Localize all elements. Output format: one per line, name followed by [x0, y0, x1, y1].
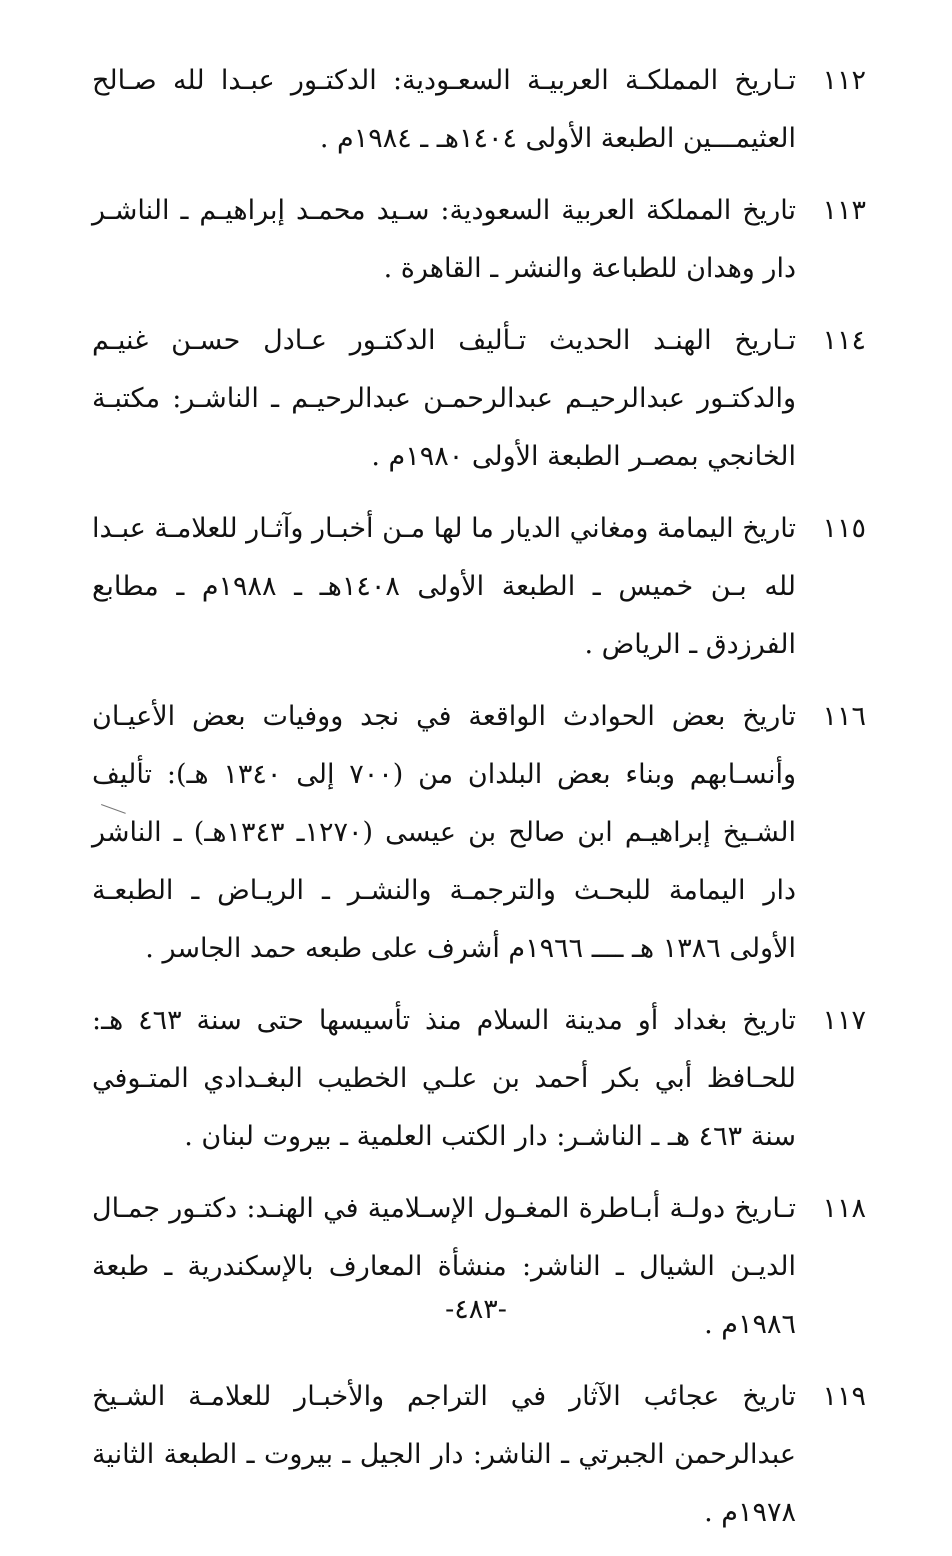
- entry-number: ١١٩: [822, 1381, 866, 1412]
- entry-number: ١١٦: [822, 701, 866, 732]
- entry-text: تاريخ بغداد أو مدينة السلام منذ تأسيسها حتى سنة ٤٦٣ هـ: للحـافظ أبي بكر أحمد بن علـي الخطيب البغـدادي المتـوفي سنة ٤٦٣ هـ ـ الناشـر: دار الكتب العلمية ـ بيروت لبنان .: [92, 1005, 796, 1152]
- entry-number: ١١٥: [822, 513, 866, 544]
- page-number: -٤٨٣-: [445, 1294, 507, 1325]
- entry-number: ١١٨: [822, 1193, 866, 1224]
- entry-text: تاريخ اليمامة ومغاني الديار ما لها مـن أخبـار وآثـار للعلامـة عبـدا لله بـن خميس ـ الطبعة الأولى ١٤٠٨هـ ـ ١٩٨٨م ـ مطابع الفرزدق ـ الرياض .: [92, 513, 796, 660]
- entry-text: تاريخ بعض الحوادث الواقعة في نجد ووفيات بعض الأعيـان وأنسـابهم وبناء بعض البلدان من (٧٠٠ إلى ١٣٤٠ هـ): تأليف الشـيخ إبراهيـم ابن صالح بن عيسى (١٢٧٠ـ ١٣٤٣هـ) ـ الناشر دار اليمامة للبحـث والترجمـة والنشـر ـ الريـاض ـ الطبعـة الأولى ١٣٨٦ هـ ــــ ١٩٦٦م أشرف على طبعه حمد الجاسر .: [92, 701, 796, 964]
- bibliography-entry: [86, 500, 866, 674]
- bibliography-list: [86, 52, 866, 1556]
- entry-text: تاريخ المملكة العربية السعودية: سـيد محمـد إبراهيـم ـ الناشـر دار وهدان للطباعة والنشر ـ القاهرة .: [92, 195, 796, 284]
- entry-text: تـاريخ المملكـة العربيـة السعـودية: الدكتـور عبـدا لله صـالح العثيمـــين الطبعة الأولى ١٤٠٤هـ ـ ١٩٨٤م .: [92, 65, 796, 154]
- bibliography-entry: [86, 992, 866, 1166]
- entry-number: ١١٣: [822, 195, 866, 226]
- entry-text: تـاريخ دولـة أبـاطرة المغـول الإسـلامية في الهنـد: دكتـور جمـال الديـن الشيال ـ الناشر: منشأة المعارف بالإسكندرية ـ طبعة ١٩٨٦م .: [92, 1193, 796, 1340]
- bibliography-entry: [86, 182, 866, 298]
- entry-number: ١١٤: [822, 325, 866, 356]
- bibliography-entry: [86, 688, 866, 978]
- entry-text: تـاريخ الهنـد الحديث تـأليف الدكتـور عـادل حسـن غنيـم والدكتـور عبدالرحيـم عبدالرحمـن عبدالرحيـم ـ الناشـر: مكتبـة الخانجي بمصـر الطبعة الأولى ١٩٨٠م .: [92, 325, 796, 472]
- entry-number: ١١٧: [822, 1005, 866, 1036]
- entry-text: تاريخ عجائب الآثار في التراجم والأخبـار للعلامـة الشـيخ عبدالرحمن الجبرتي ـ الناشر: دار الجيل ـ بيروت ـ الطبعة الثانية ١٩٧٨م .: [92, 1381, 796, 1528]
- bibliography-entry: [86, 312, 866, 486]
- bibliography-entry: [86, 52, 866, 168]
- bibliography-entry: [86, 1368, 866, 1542]
- entry-number: ١١٢: [822, 65, 866, 96]
